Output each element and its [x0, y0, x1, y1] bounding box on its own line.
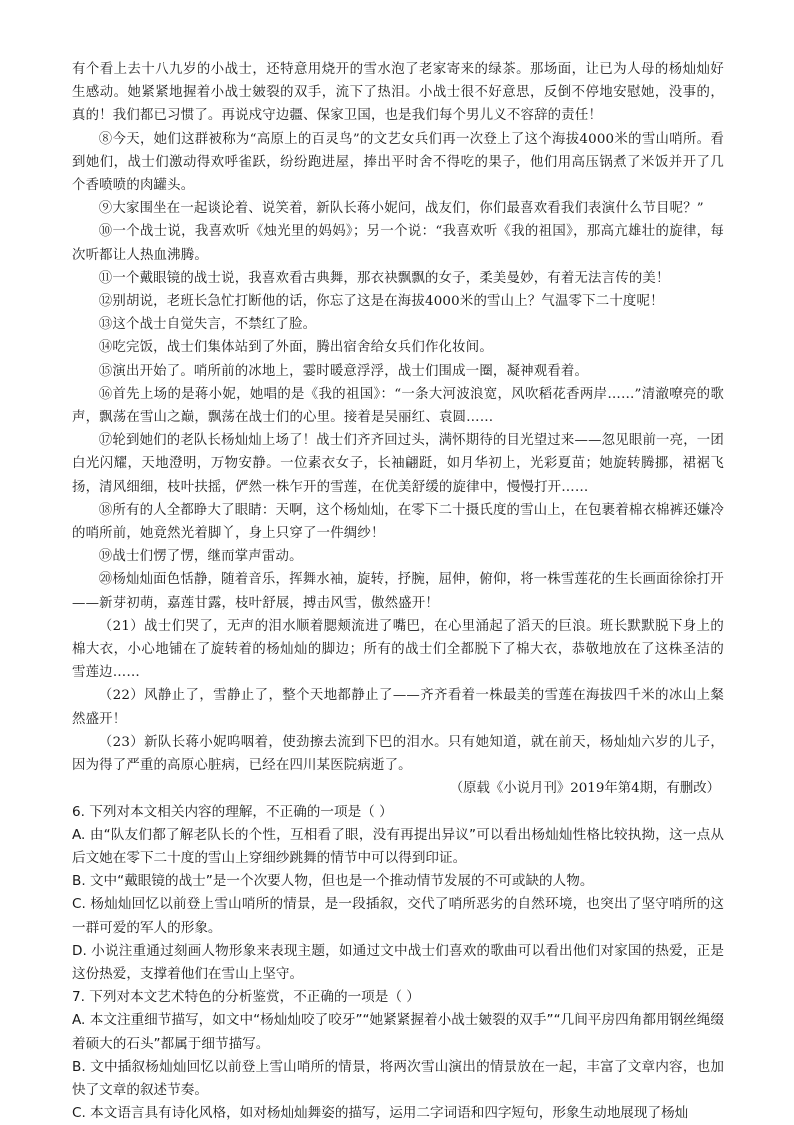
- passage: [72, 58, 724, 777]
- question-7-option-a: A. 本文注重细节描写，如文中“杨灿灿咬了咬牙”“她紧紧握着小战士皴裂的双手”“几间平房四角都用钢丝绳缀着硕大的石头”都属于细节描写。: [72, 1009, 724, 1055]
- paragraph: ⑯首先上场的是蒋小妮，她唱的是《我的祖国》：“一条大河波浪宽，风吹稻花香两岸……”清澈嘹亮的歌声，飘荡在雪山之巅，飘荡在战士们的心里。接着是吴丽红、袁圆……: [72, 383, 724, 429]
- question-6-stem: 6. 下列对本文相关内容的理解，不正确的一项是（ ）: [72, 801, 724, 824]
- question-6-option-a: A. 由“队友们都了解老队长的个性，互相看了眼，没有再提出异议”可以看出杨灿灿性格比较执拗，这一点从后文她在零下二十度的雪山上穿细纱跳舞的情节中可以得到印证。: [72, 824, 724, 870]
- question-6-option-d: D. 小说注重通过刻画人物形象来表现主题，如通过文中战士们喜欢的歌曲可以看出他们对家国的热爱，正是这份热爱，支撑着他们在雪山上坚守。: [72, 940, 724, 986]
- paragraph: ⑱所有的人全都睁大了眼睛：天啊，这个杨灿灿，在零下二十摄氏度的雪山上，在包裹着棉衣棉裤还嫌冷的哨所前，她竟然光着脚丫，身上只穿了一件绸纱！: [72, 499, 724, 545]
- paragraph: （21）战士们哭了，无声的泪水顺着腮颊流进了嘴巴，在心里涌起了滔天的巨浪。班长默默脱下身上的棉大衣，小心地铺在了旋转着的杨灿灿的脚边；所有的战士们全都脱下了棉大衣，恭敬地放在了这株圣洁的雪莲边……: [72, 615, 724, 685]
- question-7-option-c: C. 本文语言具有诗化风格，如对杨灿灿舞姿的描写，运用二字词语和四字短句，形象生动地展现了杨灿: [72, 1102, 724, 1125]
- paragraph: ⑪一个戴眼镜的战士说，我喜欢看古典舞，那衣袂飘飘的女子，柔美曼妙，有着无法言传的美！: [72, 267, 724, 290]
- paragraph: ⑧今天，她们这群被称为“高原上的百灵鸟”的文艺女兵们再一次登上了这个海拔4000米的雪山哨所。看到她们，战士们激动得欢呼雀跃，纷纷跑进屋，捧出平时舍不得吃的果子，他们用高压锅煮了米饭并开了几个香喷喷的肉罐头。: [72, 128, 724, 198]
- paragraph: （23）新队长蒋小妮呜咽着，使劲擦去流到下巴的泪水。只有她知道，就在前天，杨灿灿六岁的儿子，因为得了严重的高原心脏病，已经在四川某医院病逝了。: [72, 731, 724, 777]
- paragraph: ⑲战士们愣了愣，继而掌声雷动。: [72, 545, 724, 568]
- question-7-option-b: B. 文中插叙杨灿灿回忆以前登上雪山哨所的情景，将两次雪山演出的情景放在一起，丰富了文章内容，也加快了文章的叙述节奏。: [72, 1056, 724, 1102]
- questions: [72, 801, 724, 1125]
- paragraph: ⑫别胡说，老班长急忙打断他的话，你忘了这是在海拔4000米的雪山上？气温零下二十度呢！: [72, 290, 724, 313]
- paragraph: ⑬这个战士自觉失言，不禁红了脸。: [72, 313, 724, 336]
- paragraph: ⑳杨灿灿面色恬静，随着音乐，挥舞水袖，旋转，抒腕，屈伸，俯仰，将一株雪莲花的生长画面徐徐打开——新芽初萌，嘉莲甘露，枝叶舒展，搏击风雪，傲然盛开！: [72, 568, 724, 614]
- question-6-option-b: B. 文中“戴眼镜的战士”是一个次要人物，但也是一个推动情节发展的不可或缺的人物。: [72, 870, 724, 893]
- paragraph: （22）风静止了，雪静止了，整个天地都静止了——齐齐看着一株最美的雪莲在海拔四千米的冰山上粲然盛开！: [72, 684, 724, 730]
- question-7-stem: 7. 下列对本文艺术特色的分析鉴赏，不正确的一项是（ ）: [72, 986, 724, 1009]
- paragraph: ⑩一个战士说，我喜欢听《烛光里的妈妈》；另一个说：“我喜欢听《我的祖国》，那高亢雄壮的旋律，每次听都让人热血沸腾。: [72, 220, 724, 266]
- paragraph: ⑮演出开始了。哨所前的冰地上，霎时暖意浮浮，战士们围成一圈，凝神观看着。: [72, 360, 724, 383]
- source-citation: （原载《小说月刊》2019年第4期，有删改）: [72, 777, 724, 800]
- question-6-option-c: C. 杨灿灿回忆以前登上雪山哨所的情景，是一段插叙，交代了哨所恶劣的自然环境，也突出了坚守哨所的这一群可爱的军人的形象。: [72, 893, 724, 939]
- paragraph: 有个看上去十八九岁的小战士，还特意用烧开的雪水泡了老家寄来的绿茶。那场面，让已为人母的杨灿灿好生感动。她紧紧地握着小战士皴裂的双手，流下了热泪。小战士很不好意思，反倒不停地安慰她，没事的，真的！我们都已习惯了。再说戍守边疆、保家卫国，也是我们每个男儿义不容辞的责任！: [72, 58, 724, 128]
- paragraph: ⑨大家围坐在一起谈论着、说笑着，新队长蒋小妮问，战友们，你们最喜欢看我们表演什么节目呢？”: [72, 197, 724, 220]
- paragraph: ⑰轮到她们的老队长杨灿灿上场了！战士们齐齐回过头，满怀期待的目光望过来——忽见眼前一亮，一团白光闪耀，天地澄明，万物安静。一位素衣女子，长袖翩跹，如月华初上，光彩夏苗；她旋转腾挪，裙裾飞扬，清风细细，枝叶扶摇，俨然一株乍开的雪莲，在优美舒缓的旋律中，慢慢打开……: [72, 429, 724, 499]
- paragraph: ⑭吃完饭，战士们集体站到了外面，腾出宿舍给女兵们作化妆间。: [72, 336, 724, 359]
- document-page: [72, 58, 724, 1125]
